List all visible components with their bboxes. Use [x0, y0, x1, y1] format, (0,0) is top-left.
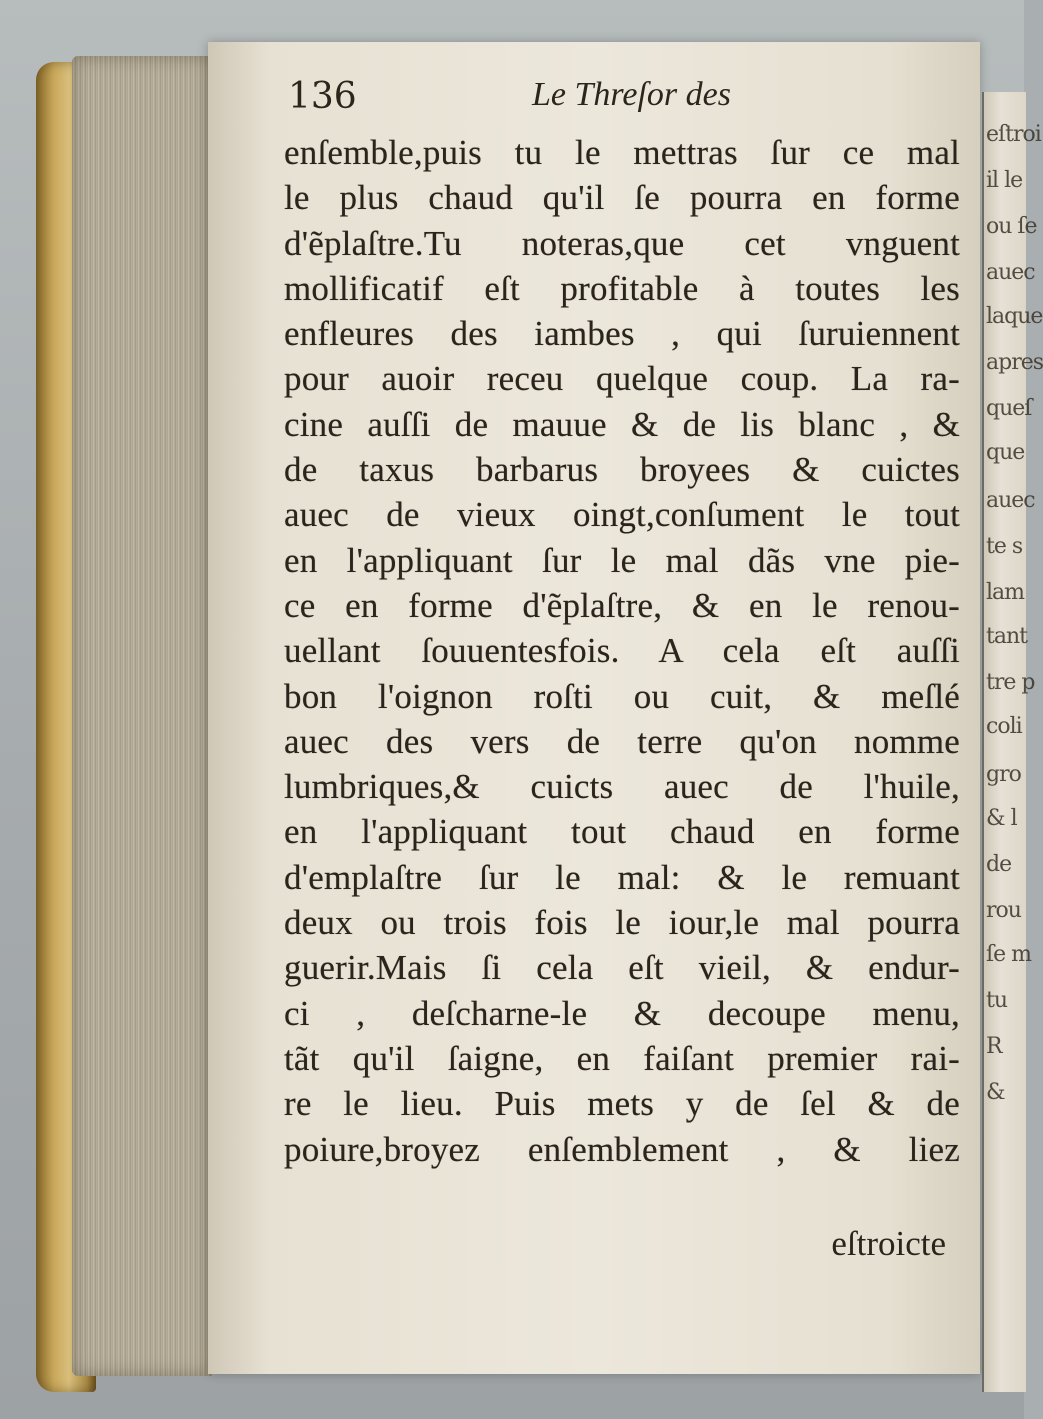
next-page-fragment: tant — [986, 624, 1027, 649]
text-line: en l'appliquant tout chaud en forme — [284, 812, 960, 852]
next-page-fragment: lam — [986, 580, 1025, 605]
text-line: deux ou trois fois le iour,le mal pourra — [284, 903, 960, 943]
running-head: Le Threſor des — [532, 76, 731, 113]
next-page-fragment: coli — [986, 714, 1022, 739]
next-page-fragment: ou ſe — [986, 214, 1037, 239]
text-line: ce en forme d'ẽplaſtre, & en le renou- — [284, 585, 960, 625]
body-text — [284, 130, 960, 1172]
text-line: de taxus barbarus broyees & cuictes — [284, 450, 960, 490]
text-line: mollificatif eſt profitable à toutes les — [284, 268, 960, 308]
next-page-fragment: & l — [986, 806, 1017, 831]
next-page-fragment: tu — [986, 988, 1008, 1013]
text-line: ci , deſcharne-le & decoupe menu, — [284, 993, 960, 1033]
catchword-row — [284, 1220, 960, 1270]
page-header — [288, 76, 968, 122]
next-page-fragment: & — [986, 1080, 1005, 1105]
page-number: 136 — [288, 76, 357, 117]
text-line: uellant ſouuentesfois. A cela eſt auſſi — [284, 631, 960, 671]
next-page-fragment: auec — [986, 488, 1035, 513]
text-line: re le lieu. Puis mets y de ſel & de — [284, 1084, 960, 1124]
text-line: poiure,broyez enſemblement , & liez — [284, 1129, 960, 1169]
text-line: d'ẽplaſtre.Tu noteras,que cet vnguent — [284, 223, 960, 263]
next-page-fragment: que — [986, 440, 1025, 465]
next-page-fragment: il le — [986, 168, 1023, 193]
next-page-fragment: tre p — [986, 670, 1035, 695]
next-page-fragment: ſe m — [986, 942, 1032, 967]
next-page-fragment: auec — [986, 260, 1035, 285]
next-page-fragment: laque — [986, 304, 1043, 329]
text-line: auec des vers de terre qu'on nomme — [284, 721, 960, 761]
text-line: cine auſſi de mauue & de lis blanc , & — [284, 404, 960, 444]
text-line: d'emplaſtre ſur le mal: & le remuant — [284, 857, 960, 897]
text-line: enfleures des iambes , qui ſuruiennent — [284, 314, 960, 354]
text-line: auec de vieux oingt,conſument le tout — [284, 495, 960, 535]
next-page-fragment: apres — [986, 350, 1043, 375]
text-line: en l'appliquant ſur le mal dãs vne pie- — [284, 540, 960, 580]
next-page-fragment: R — [986, 1034, 1002, 1059]
next-page-fragment: de — [986, 852, 1012, 877]
text-line: le plus chaud qu'il ſe pourra en forme — [284, 178, 960, 218]
next-page-fragment: queſ — [986, 396, 1032, 421]
catchword: eſtroicte — [831, 1224, 946, 1263]
text-line: lumbriques,& cuicts auec de l'huile, — [284, 767, 960, 807]
text-line: enſemble,puis tu le mettras ſur ce mal — [284, 133, 960, 172]
next-page-fragment: eſtroi — [986, 122, 1041, 147]
page-edges — [72, 56, 212, 1376]
next-page-fragment: gro — [986, 762, 1021, 787]
text-line: guerir.Mais ſi cela eſt vieil, & endur- — [284, 948, 960, 988]
next-page-sliver — [982, 92, 1043, 1392]
next-page-fragment: rou — [986, 898, 1021, 923]
next-page-fragment: te s — [986, 534, 1023, 559]
text-line: pour auoir receu quelque coup. La ra- — [284, 359, 960, 399]
text-line: tãt qu'il ſaigne, en faiſant premier rai- — [284, 1038, 960, 1078]
text-line: bon l'oignon roſti ou cuit, & meſlé — [284, 676, 960, 716]
